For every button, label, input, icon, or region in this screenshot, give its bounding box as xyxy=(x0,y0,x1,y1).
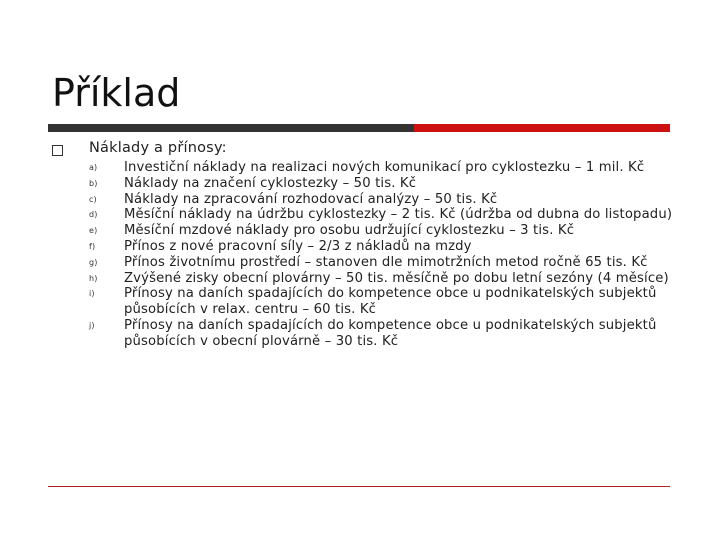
list-marker: i) xyxy=(89,289,95,299)
list-item-text: Náklady na značení cyklostezky – 50 tis. Kč xyxy=(124,175,417,191)
list-item xyxy=(84,286,674,318)
list-marker: h) xyxy=(89,273,98,283)
list-marker: e) xyxy=(89,226,98,236)
list-item-text: Zvýšené zisky obecní plovárny – 50 tis. měsíčně po dobu letní sezóny (4 měsíce) xyxy=(124,270,669,286)
list-marker: c) xyxy=(89,194,97,204)
list-marker: g) xyxy=(89,257,98,267)
title-rule-dark xyxy=(48,124,414,132)
list-item-text: Přínos z nové pracovní síly – 2/3 z nákladů na mzdy xyxy=(124,238,472,254)
list-item xyxy=(84,239,674,255)
list-item-text: Náklady na zpracování rozhodovací analýzy – 50 tis. Kč xyxy=(124,191,498,207)
list-item-text: Investiční náklady na realizaci nových komunikací pro cyklostezku – 1 mil. Kč xyxy=(124,160,645,175)
square-bullet-icon xyxy=(52,145,63,156)
list-marker: j) xyxy=(89,320,95,330)
list-marker: f) xyxy=(89,241,96,251)
list-item-text: Přínosy na daních spadajících do kompetence obce u podnikatelských subjektů působících v relax. centru – 60 tis. Kč xyxy=(124,286,657,318)
list-item-text: Přínos životnímu prostředí – stanoven dle mimotržních metod ročně 65 tis. Kč xyxy=(124,254,648,270)
list-marker: d) xyxy=(89,210,98,220)
list-item xyxy=(84,255,674,271)
slide-title: Příklad xyxy=(52,71,181,115)
list-item xyxy=(84,223,674,239)
list-item xyxy=(84,160,674,176)
lead-text: Náklady a přínosy: xyxy=(89,140,227,156)
list-item xyxy=(84,318,674,350)
title-rule-red xyxy=(414,124,670,132)
list-marker: b) xyxy=(89,178,98,188)
cost-benefit-list xyxy=(84,160,674,350)
list-item xyxy=(84,176,674,192)
list-item xyxy=(84,192,674,208)
list-item-text: Měsíční mzdové náklady pro osobu udržující cyklostezku – 3 tis. Kč xyxy=(124,223,575,239)
list-item xyxy=(84,271,674,287)
list-item-text: Přínosy na daních spadajících do kompetence obce u podnikatelských subjektů působících v obecní plovárně – 30 tis. Kč xyxy=(124,317,657,349)
list-item-text: Měsíční náklady na údržbu cyklostezky – 2 tis. Kč (údržba od dubna do listopadu) xyxy=(124,207,673,223)
list-marker: a) xyxy=(89,163,98,172)
footer-rule xyxy=(48,486,670,487)
list-item xyxy=(84,207,674,223)
